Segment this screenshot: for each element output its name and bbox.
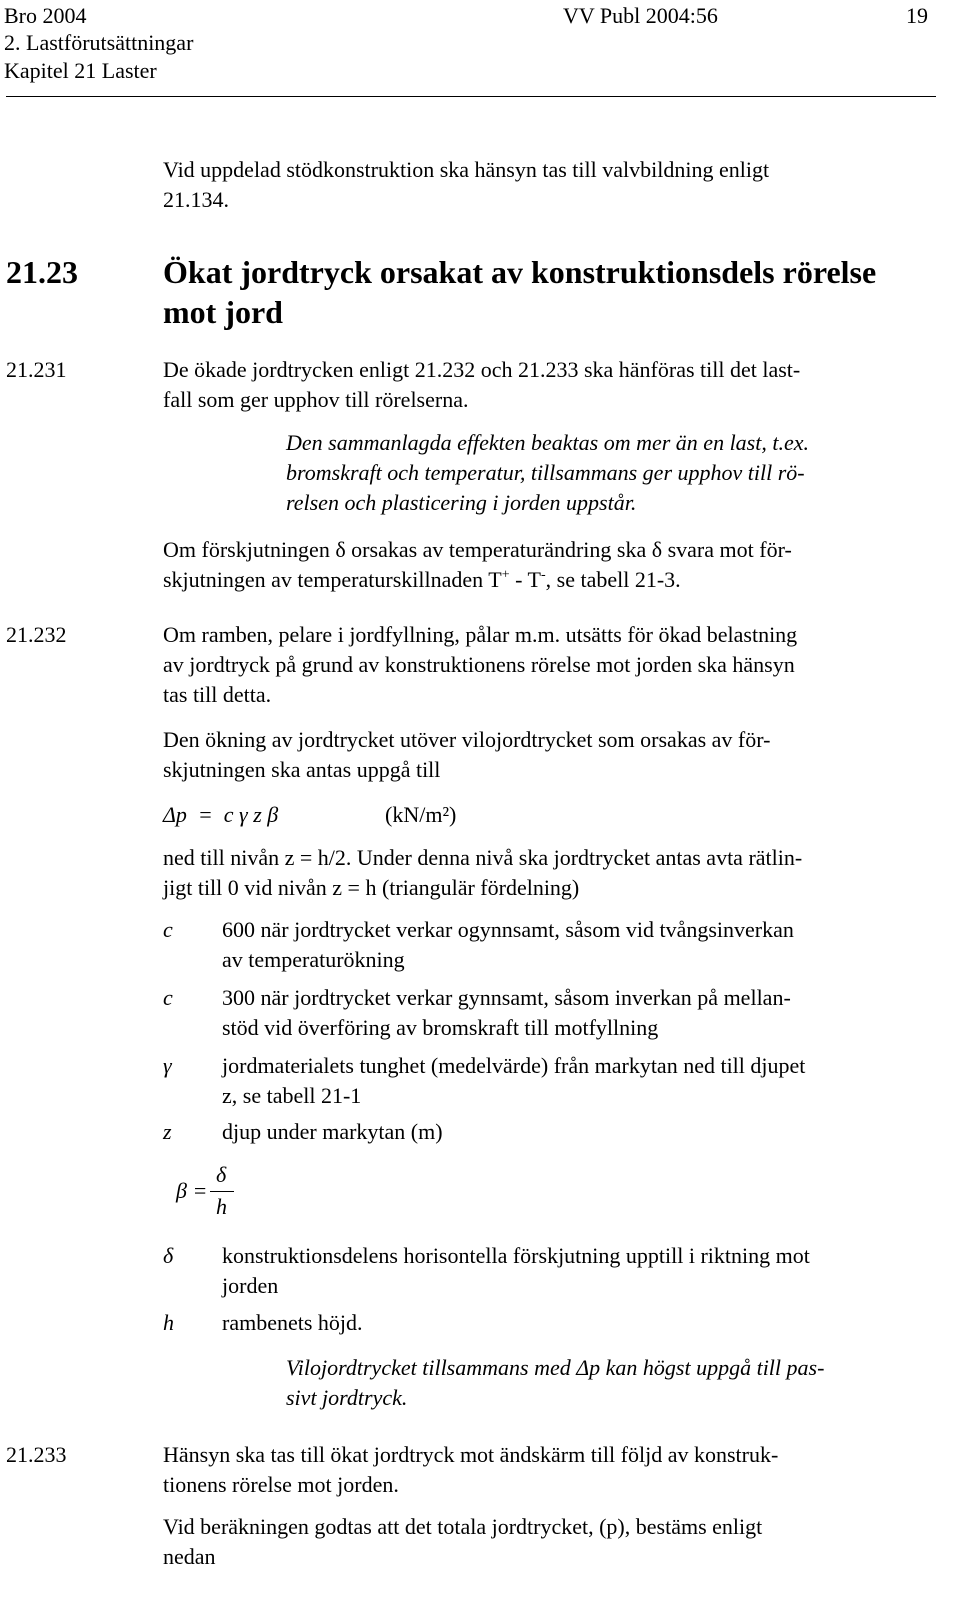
header-publication: VV Publ 2004:56 <box>563 3 718 28</box>
var-symbol: c <box>163 917 173 942</box>
var-symbol: γ <box>163 1053 172 1078</box>
var-symbol: c <box>163 985 173 1010</box>
formula-unit: (kN/m²) <box>385 802 457 827</box>
var-desc-line1: jordmaterialets tunghet (medelvärde) från markytan ned till djupet <box>222 1053 806 1078</box>
section-title-line2: mot jord <box>163 294 283 330</box>
p232-after-line2: jigt till 0 vid nivån z = h (triangulär fördelning) <box>163 875 580 900</box>
p232-line2: av jordtryck på grund av konstruktionens rörelse mot jorden ska hänsyn <box>163 652 795 677</box>
p233-para2-line1: Vid beräkningen godtas att det totala jordtrycket, (p), bestäms enligt <box>163 1514 763 1539</box>
p231-note-line1: Den sammanlagda effekten beaktas om mer än en last, t.ex. <box>286 430 809 455</box>
p232-para2-line2: skjutningen ska antas uppgå till <box>163 757 441 782</box>
p233-line1: Hänsyn ska tas till ökat jordtryck mot ändskärm till följd av konstruk- <box>163 1442 779 1467</box>
var-desc-line1: rambenets höjd. <box>222 1310 363 1335</box>
var-desc-line1: 600 när jordtrycket verkar ogynnsamt, såsom vid tvångsinverkan <box>222 917 794 942</box>
beta-numerator: δ <box>216 1162 227 1187</box>
var-desc-line2: jorden <box>222 1273 279 1298</box>
var-desc-line2: stöd vid överföring av bromskraft till motfyllning <box>222 1015 659 1040</box>
var-symbol: h <box>163 1310 174 1335</box>
p232-line1: Om ramben, pelare i jordfyllning, pålar m.m. utsätts för ökad belastning <box>163 622 798 647</box>
note2-line1: Vilojordtrycket tillsammans med Δp kan högst uppgå till pas- <box>286 1355 825 1380</box>
p231-om-line1: Om förskjutningen δ orsakas av temperaturändring ska δ svara mot för- <box>163 537 792 562</box>
p231-line2: fall som ger upphov till rörelserna. <box>163 387 469 412</box>
section-number: 21.23 <box>6 254 78 290</box>
page-number: 19 <box>906 3 928 28</box>
p231-note-line3: relsen och plasticering i jorden uppstår. <box>286 490 637 515</box>
p233-para2-line2: nedan <box>163 1544 216 1569</box>
para-number-21-232: 21.232 <box>6 622 67 647</box>
p231-note-line2: bromskraft och temperatur, tillsammans ger upphov till rö- <box>286 460 805 485</box>
beta-lhs: β = <box>176 1178 208 1203</box>
header-section: Kapitel 21 Laster <box>4 58 157 83</box>
p232-para2-line1: Den ökning av jordtrycket utöver vilojordtrycket som orsakas av för- <box>163 727 771 752</box>
intro-line1: Vid uppdelad stödkonstruktion ska hänsyn tas till valvbildning enligt <box>163 157 770 182</box>
var-symbol: z <box>163 1119 172 1144</box>
beta-denominator: h <box>216 1194 227 1219</box>
note2-line2: sivt jordtryck. <box>286 1385 408 1410</box>
para-number-21-231: 21.231 <box>6 357 67 382</box>
var-desc-line2: z, se tabell 21-1 <box>222 1083 362 1108</box>
p232-line3: tas till detta. <box>163 682 272 707</box>
var-desc-line1: konstruktionsdelens horisontella förskjutning upptill i riktning mot <box>222 1243 810 1268</box>
section-title-line1: Ökat jordtryck orsakat av konstruktionsdels rörelse <box>163 254 877 290</box>
header-chapter: 2. Lastförutsättningar <box>4 30 194 55</box>
var-desc-line2: av temperaturökning <box>222 947 405 972</box>
p231-om-line2: skjutningen av temperaturskillnaden T+ - T-, se tabell 21-3. <box>163 567 681 592</box>
p231-line1: De ökade jordtrycken enligt 21.232 och 21.233 ska hänföras till det last- <box>163 357 801 382</box>
p233-line2: tionens rörelse mot jorden. <box>163 1472 399 1497</box>
intro-line2: 21.134. <box>163 187 229 212</box>
var-symbol: δ <box>163 1243 174 1268</box>
para-number-21-233: 21.233 <box>6 1442 67 1467</box>
header-left-line1: Bro 2004 <box>4 3 87 28</box>
var-desc-line1: 300 när jordtrycket verkar gynnsamt, såsom inverkan på mellan- <box>222 985 791 1010</box>
header-rule <box>6 96 936 97</box>
formula-delta-p: Δp = c γ z β <box>163 802 279 827</box>
beta-fraction <box>170 1160 260 1220</box>
p232-after-line1: ned till nivån z = h/2. Under denna nivå ska jordtrycket antas avta rätlin- <box>163 845 803 870</box>
var-desc-line1: djup under markytan (m) <box>222 1119 443 1144</box>
